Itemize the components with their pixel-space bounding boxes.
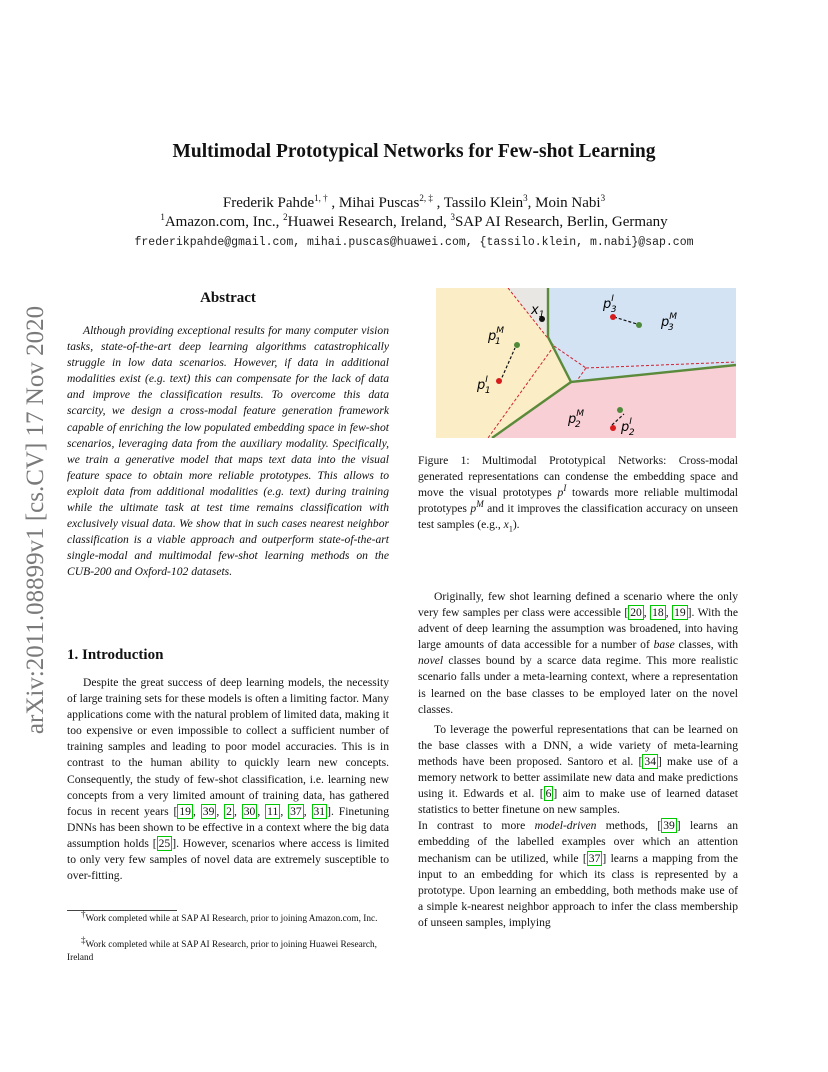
affiliation-list: $^1$Amazon.com, Inc., $^2$Huawei Research, Ireland, $^3$SAP AI Research, Berlin, Germany [160,212,668,230]
right-column-text [418,589,738,931]
label-p2M: $p^M$ 2 [568,409,585,430]
figure-1-diagram [436,288,736,438]
citation-link[interactable]: 11 [267,804,279,818]
introduction-heading: 1. Introduction [67,647,164,663]
footnote: †Work completed while at SAP AI Research, prior to joining Amazon.com, Inc. [81,908,378,924]
citation-link[interactable]: 39 [202,804,215,818]
multimodal-prototype-point [617,407,623,413]
author-emails: frederikpahde@gmail.com, mihai.puscas@huawei.com, {tassilo.klein, m.nabi}@sap.com [134,236,694,249]
citation-link[interactable]: 19 [179,804,191,818]
author-name: Mihai Puscas [338,195,420,211]
abstract-heading: Abstract [200,290,256,306]
citation-link[interactable]: 37 [290,804,302,818]
figure-1-caption: Figure 1: Multimodal Prototypical Networks: Cross-modal generated representations can condense the embedding space and move the visual prototypes $p^I$ towards more reliable multimodal prototypes $p^M$ and it improves the classification accuracy on unseen test samples (e.g., $x_1$). [418,454,739,534]
citation-link[interactable]: 31 [313,804,326,818]
paragraph: Originally, few shot learning defined a scenario where the only very few samples per class were accessible [ 20 , 18 , 19 ]. With the advent of deep learning the assumption was broadened, into having large amounts of data accessible for a number of base classes, with novel classes bound by a scarce data regime. This more realistic scenario falls under a meta-learning context, where a representation is learned on the base classes to be employed later on the novel classes. [418,590,738,716]
citation-link[interactable]: 39 [663,819,675,833]
author-name: Tassilo Klein [443,195,524,211]
label-x1: $x_1$ [531,303,545,320]
affiliation: SAP AI Research, Berlin, Germany [454,214,668,230]
citation-link[interactable]: 30 [243,804,256,818]
label-p2I: $p^I$ 2 [621,417,635,438]
citation-link[interactable]: 34 [644,754,656,768]
label-p1I: $p^I$ 1 [477,375,491,396]
paragraph: To leverage the powerful representations that can be learned on the base classes with a DNN, a wide variety of meta-learning methods have been proposed. Santoro et al. [ 34 ] make use of a memory network to better assimilate new data and make predictions using it. Edwards et al. [ 6 ] aim to make use of learned dataset statistics to better finetune on new samples. [418,722,739,817]
multimodal-prototype-point [636,322,642,328]
citation-link[interactable]: 19 [674,606,686,620]
citation-link[interactable]: 6 [545,787,552,801]
citation-link[interactable]: 2 [226,804,232,818]
author-name: Moin Nabi [535,195,601,211]
author-list: Frederik Pahde$^{1, \dagger}$ , Mihai Puscas$^{2, \ddagger}$ , Tassilo Klein$^3$, Moin Nabi$^3$ [222,193,606,211]
abstract-text: Although providing exceptional results for many computer vision tasks, state-of-the-art deep learning algorithms catastrophically struggle in low data scenarios. However, if data in additional modalities exist (e.g. text) this can compensate for the lack of data and improve the classification results. To overcome this data scarcity, we design a cross-modal feature generation framework capable of enriching the low populated embedding space in few-shot scenarios, leveraging data from the auxiliary modality. Specifically, we train a generative model that maps text data into the visual feature space to obtain more reliable prototypes. This allows to exploit data from additional modalities (e.g. text) during training while the ultimate task at test time remains classification with exclusively visual data. We show that in such cases nearest neighbor classification is a viable approach and outperform state-of-the-art single-modal and multimodal few-shot learning methods on the CUB-200 and Oxford-102 datasets. [67,324,389,579]
affiliation: Amazon.com, Inc., [164,214,280,230]
label-p3M: $p^M$ 3 [661,312,678,333]
citation-link[interactable]: 37 [588,851,601,865]
paper-title: Multimodal Prototypical Networks for Few-shot Learning [172,141,656,162]
label-p3I: $p^I$ 3 [603,294,617,315]
arxiv-sidebar [14,270,58,770]
citation-link[interactable]: 20 [630,606,642,620]
label-p1M: $p^M$ 1 [488,326,505,347]
author-name: Frederik Pahde [222,195,315,211]
paragraph: In contrast to more model-driven methods, [ 39 ] learns an embedding of the labelled examples over which an attention mechanism can be utilized, while [ 37 ] learns a mapping from the input to an embedding for which its class is represented by a prototype. Upon learning an embedding, both methods make use of a simple k-nearest neighbor approach to infer the class membership of unseen samples, implying [418,819,738,929]
multimodal-prototype-point [514,342,520,348]
visual-prototype-point [496,378,502,384]
citation-link[interactable]: 25 [158,836,171,850]
introduction-paragraph: Despite the great success of deep learning models, the necessity of large training sets for these models is often a limiting factor. Many applications come with the natural problem of limited data, making it too expensive or even impossible to collect a sufficient number of training samples and leading to poor model accuracies. This is in contrast to the human ability to quickly learn new concepts. Consequently, the study of few-shot classification, i.e. learning new concepts from a very limited amount of training data, has gathered focus in recent years [ 19 , 39 , 2 , 30 , 11 , 37 , 31 ]. Finetuning DNNs has been shown to be effective in a context where the big data assumption holds [ 25 ]. However, scenarios where access is limited to only very few samples of novel data are extremely susceptible to over-fitting. [67,676,390,883]
affiliation: Huawei Research, Ireland, [287,214,447,230]
footnote: ‡Work completed while at SAP AI Research, prior to joining Huawei Research, Ireland [67,934,377,963]
visual-prototype-point [610,425,616,431]
citation-link[interactable]: 18 [652,606,664,620]
arxiv-identifier: arXiv:2011.08899v1 [cs.CV] 17 Nov 2020 [22,305,49,735]
